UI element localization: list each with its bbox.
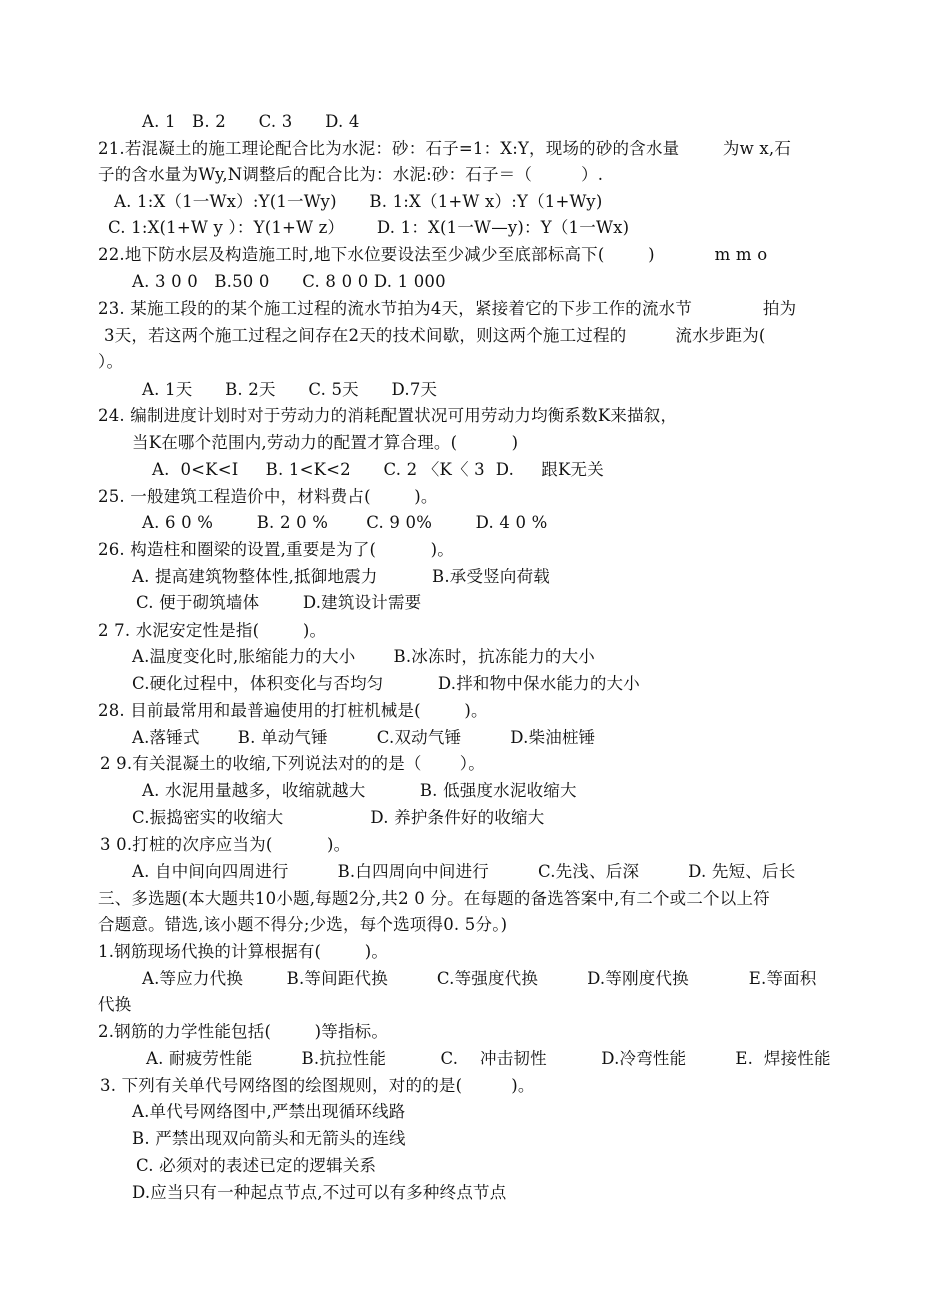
mq3-stem: 3. 下列有关单代号网络图的绘图规则，对的的是( )。 bbox=[100, 1076, 535, 1095]
q25-stem: 25. 一般建筑工程造价中，材料费占( )。 bbox=[98, 487, 438, 506]
mq3-option-a: A.单代号网络图中,严禁出现循环线路 bbox=[132, 1102, 406, 1121]
q21-stem-line1: 21.若混凝土的施工理论配合比为水泥：砂：石子=1：X:Y，现场的砂的含水量 为w x,石 bbox=[98, 139, 792, 158]
q27-options-ab: A.温度变化时,胀缩能力的大小 B.冰冻时，抗冻能力的大小 bbox=[132, 647, 595, 666]
mq1-options: A.等应力代换 B.等间距代换 C.等强度代换 D.等刚度代换 E.等面积 bbox=[142, 969, 817, 988]
q23-stem-line3: ）。 bbox=[98, 352, 124, 371]
q29-stem: 2 9.有关混凝土的收缩,下列说法对的的是（ ）。 bbox=[100, 754, 485, 773]
q28-options: A.落锤式 B. 单动气锤 C.双动气锤 D.柴油桩锤 bbox=[132, 728, 596, 747]
mq2-options: A. 耐疲劳性能 B.抗拉性能 C. 冲击韧性 D.冷弯性能 E. 焊接性能 bbox=[146, 1049, 831, 1068]
q20-options: A. 1 B. 2 C. 3 D. 4 bbox=[142, 112, 360, 131]
q30-options: A. 自中间向四周进行 B.白四周向中间进行 C.先浅、后深 D. 先短、后长 bbox=[132, 862, 796, 881]
q26-stem: 26. 构造柱和圈梁的设置,重要是为了( )。 bbox=[98, 540, 454, 559]
mq1-stem: 1.钢筋现场代换的计算根据有( )。 bbox=[98, 942, 389, 961]
q21-options-ab: A. 1:X（1一Wx）:Y(1一Wy) B. 1:X（1+W x）:Y（1+Wy) bbox=[114, 192, 603, 211]
q26-options-cd: C. 便于砌筑墙体 D.建筑设计需要 bbox=[136, 593, 422, 612]
section3-heading-line2: 合题意。错选,该小题不得分;少选，每个选项得0. 5分。) bbox=[98, 915, 508, 934]
q24-options: A. 0<K<I B. 1<K<2 C. 2 〈K〈 3 D. 跟K无关 bbox=[152, 460, 604, 479]
mq3-option-d: D.应当只有一种起点节点,不过可以有多种终点节点 bbox=[132, 1183, 507, 1202]
mq3-option-c: C. 必须对的表述已定的逻辑关系 bbox=[136, 1156, 377, 1175]
q23-stem-line2: 3天，若这两个施工过程之间存在2天的技术间歇，则这两个施工过程的 流水步距为( bbox=[104, 326, 766, 345]
q23-stem-line1: 23. 某施工段的的某个施工过程的流水节拍为4天，紧接着它的下步工作的流水节 拍为 bbox=[98, 299, 797, 318]
mq3-option-b: B. 严禁出现双向箭头和无箭头的连线 bbox=[132, 1129, 406, 1148]
q28-stem: 28. 目前最常用和最普遍使用的打桩机械是( )。 bbox=[98, 701, 488, 720]
mq1-options-cont: 代换 bbox=[98, 995, 132, 1014]
q23-options: A. 1天 B. 2天 C. 5天 D.7天 bbox=[142, 380, 438, 399]
section3-heading-line1: 三、多选题(本大题共10小题,每题2分,共2 0 分。在每题的备选答案中,有二个或二个以上符 bbox=[98, 889, 770, 908]
q22-options: A. 3 0 0 B.50 0 C. 8 0 0 D. 1 000 bbox=[132, 272, 446, 291]
q21-options-cd: C. 1:X(1+W y ）：Y(1+W z） D. 1：X(1一W—y)：Y（1一Wx) bbox=[108, 218, 630, 237]
q29-options-cd: C.振捣密实的收缩大 D. 养护条件好的收缩大 bbox=[132, 808, 545, 827]
q24-stem-line1: 24. 编制进度计划时对于劳动力的消耗配置状况可用劳动力均衡系数K来描叙， bbox=[98, 406, 678, 425]
q27-stem: 2 7. 水泥安定性是指( )。 bbox=[98, 621, 327, 640]
q22-stem: 22.地下防水层及构造施工时,地下水位要设法至少减少至底部标高下( ) m m o bbox=[98, 245, 768, 264]
q24-stem-line2: 当K在哪个范围内,劳动力的配置才算合理。( ) bbox=[132, 433, 519, 452]
q29-options-ab: A. 水泥用量越多，收缩就越大 B. 低强度水泥收缩大 bbox=[142, 781, 577, 800]
q30-stem: 3 0.打桩的次序应当为( )。 bbox=[100, 835, 351, 854]
q26-options-ab: A. 提高建筑物整体性,抵御地震力 B.承受竖向荷载 bbox=[132, 567, 550, 586]
mq2-stem: 2.钢筋的力学性能包括( )等指标。 bbox=[98, 1022, 389, 1041]
q21-stem-line2: 子的含水量为Wy,N调整后的配合比为：水泥:砂：石子＝（ ）. bbox=[98, 165, 604, 184]
q27-options-cd: C.硬化过程中，体积变化与否均匀 D.拌和物中保水能力的大小 bbox=[132, 674, 640, 693]
q25-options: A. 6 0 % B. 2 0 % C. 9 0% D. 4 0 % bbox=[142, 513, 548, 532]
